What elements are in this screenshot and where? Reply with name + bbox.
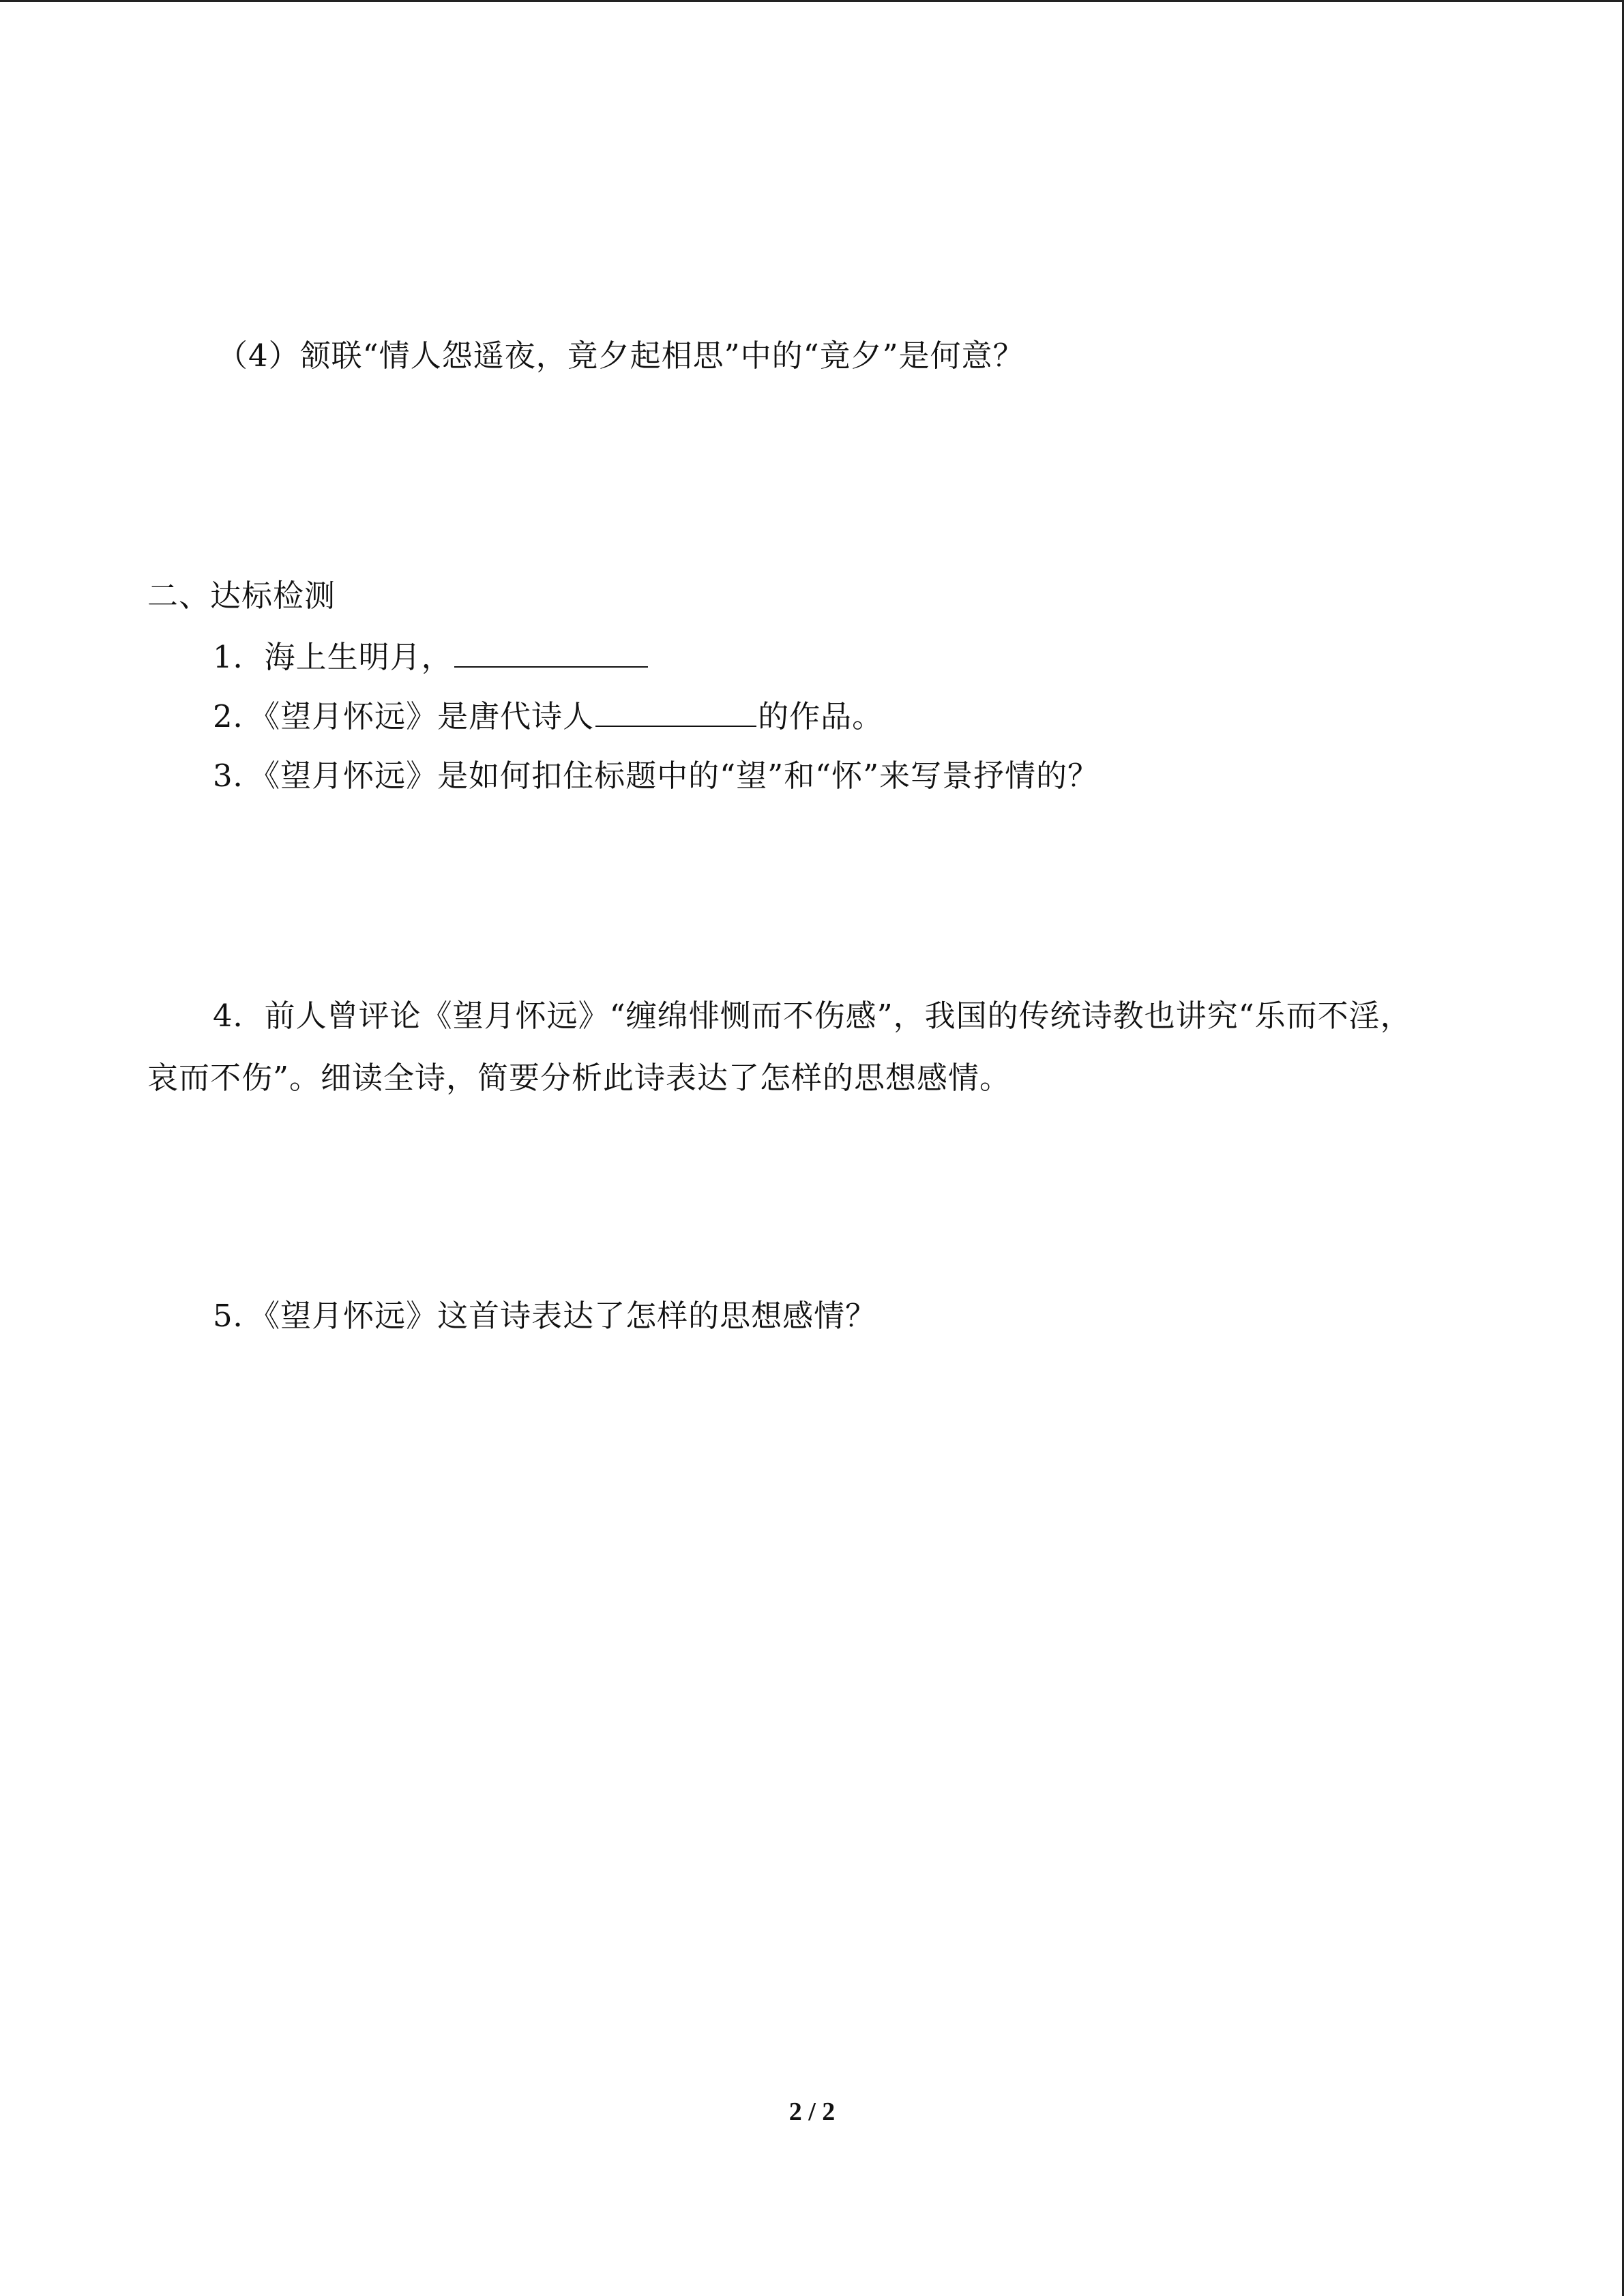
question-5: 5．《望月怀远》这首诗表达了怎样的思想感情？ bbox=[213, 1298, 877, 1334]
question-4-line-2: 哀而不伤”。细读全诗，简要分析此诗表达了怎样的思想感情。 bbox=[147, 1060, 1012, 1096]
answer-blank-2[interactable] bbox=[595, 696, 756, 727]
question-3: 3．《望月怀远》是如何扣住标题中的“望”和“怀”来写景抒情的？ bbox=[213, 758, 1099, 794]
page-number: 2 / 2 bbox=[788, 2098, 836, 2126]
section-heading: 二、达标检测 bbox=[147, 578, 336, 614]
page-top-border bbox=[0, 0, 1624, 2]
answer-blank-1[interactable] bbox=[454, 636, 648, 668]
question-2 bbox=[213, 696, 883, 737]
question-4-line-1: 4．前人曾评论《望月怀远》“缠绵悱恻而不伤感”，我国的传统诗教也讲究“乐而不淫， bbox=[213, 998, 1412, 1034]
question-2-text: 2．《望月怀远》是唐代诗人 bbox=[213, 698, 595, 734]
question-1-text: 1．海上生明月， bbox=[213, 639, 453, 675]
question-2-suffix: 的作品。 bbox=[758, 698, 884, 734]
question-1 bbox=[213, 636, 648, 678]
sub-question-4: （4）颔联“情人怨遥夜，竟夕起相思”中的“竟夕”是何意？ bbox=[217, 338, 1024, 374]
